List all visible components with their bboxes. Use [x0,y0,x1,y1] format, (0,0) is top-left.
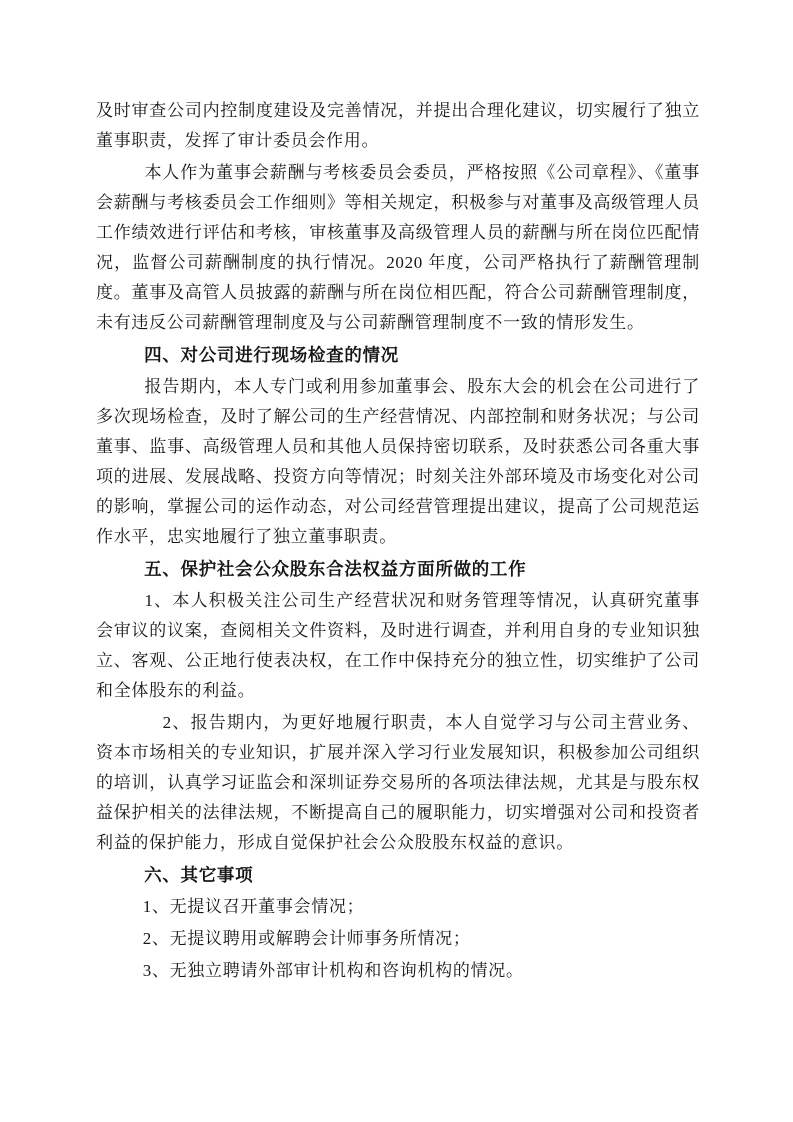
paragraph-onsite-inspection: 报告期内，本人专门或利用参加董事会、股东大会的机会在公司进行了多次现场检查，及时了解公司的生产经营情况、内部控制和财务状况；与公司董事、监事、高级管理人员和其他人员保持密切联系，及时获悉公司各重大事项的进展、发展战略、投资方向等情况；时刻关注外部环境及市场变化对公司的影响，掌握公司的运作动态，对公司经营管理提出建议，提高了公司规范运作水平，忠实地履行了独立董事职责。 [96,377,700,546]
paragraph-audit-committee-continuation: 及时审查公司内控制度建设及完善情况，并提出合理化建议，切实履行了独立董事职责，发挥了审计委员会作用。 [96,101,700,150]
section-heading-6-other-matters: 六、其它事项 [144,865,254,885]
section-heading-5-shareholder-protection: 五、保护社会公众股东合法权益方面所做的工作 [144,559,527,579]
other-matters-item-3: 3、无独立聘请外部审计机构和咨询机构的情况。 [142,961,524,980]
paragraph-remuneration-committee: 本人作为董事会薪酬与考核委员会委员，严格按照《公司章程》、《董事会薪酬与考核委员会工作细则》等相关规定，积极参与对董事及高级管理人员工作绩效进行评估和考核，审核董事及高级管理人员的薪酬与所在岗位匹配情况，监督公司薪酬制度的执行情况。2020 年度，公司严格执行了薪酬管理制度。董事及高管人员披露的薪酬与所在岗位相匹配，符合公司薪酬管理制度，未有违反公司薪酬管理制度及与公司薪酬管理制度不一致的情形发生。 [96,163,700,332]
section-heading-4-onsite-inspection: 四、对公司进行现场检查的情况 [144,345,399,365]
paragraph-shareholder-protection-item-2: 2、报告期内，为更好地履行职责，本人自觉学习与公司主营业务、资本市场相关的专业知识，扩展并深入学习行业发展知识，积极参加公司组织的培训，认真学习证监会和深圳证券交易所的各项法律法规，尤其是与股东权益保护相关的法律法规，不断提高自己的履职能力，切实增强对公司和投资者利益的保护能力，形成自觉保护社会公众股股东权益的意识。 [96,713,700,852]
paragraph-shareholder-protection-item-1: 1、本人积极关注公司生产经营状况和财务管理等情况，认真研究董事会审议的议案，查阅相关文件资料，及时进行调查，并利用自身的专业知识独立、客观、公正地行使表决权，在工作中保持充分的独立性，切实维护了公司和全体股东的利益。 [96,591,700,700]
other-matters-item-1: 1、无提议召开董事会情况； [142,897,365,916]
other-matters-item-2: 2、无提议聘用或解聘会计师事务所情况； [142,929,471,948]
